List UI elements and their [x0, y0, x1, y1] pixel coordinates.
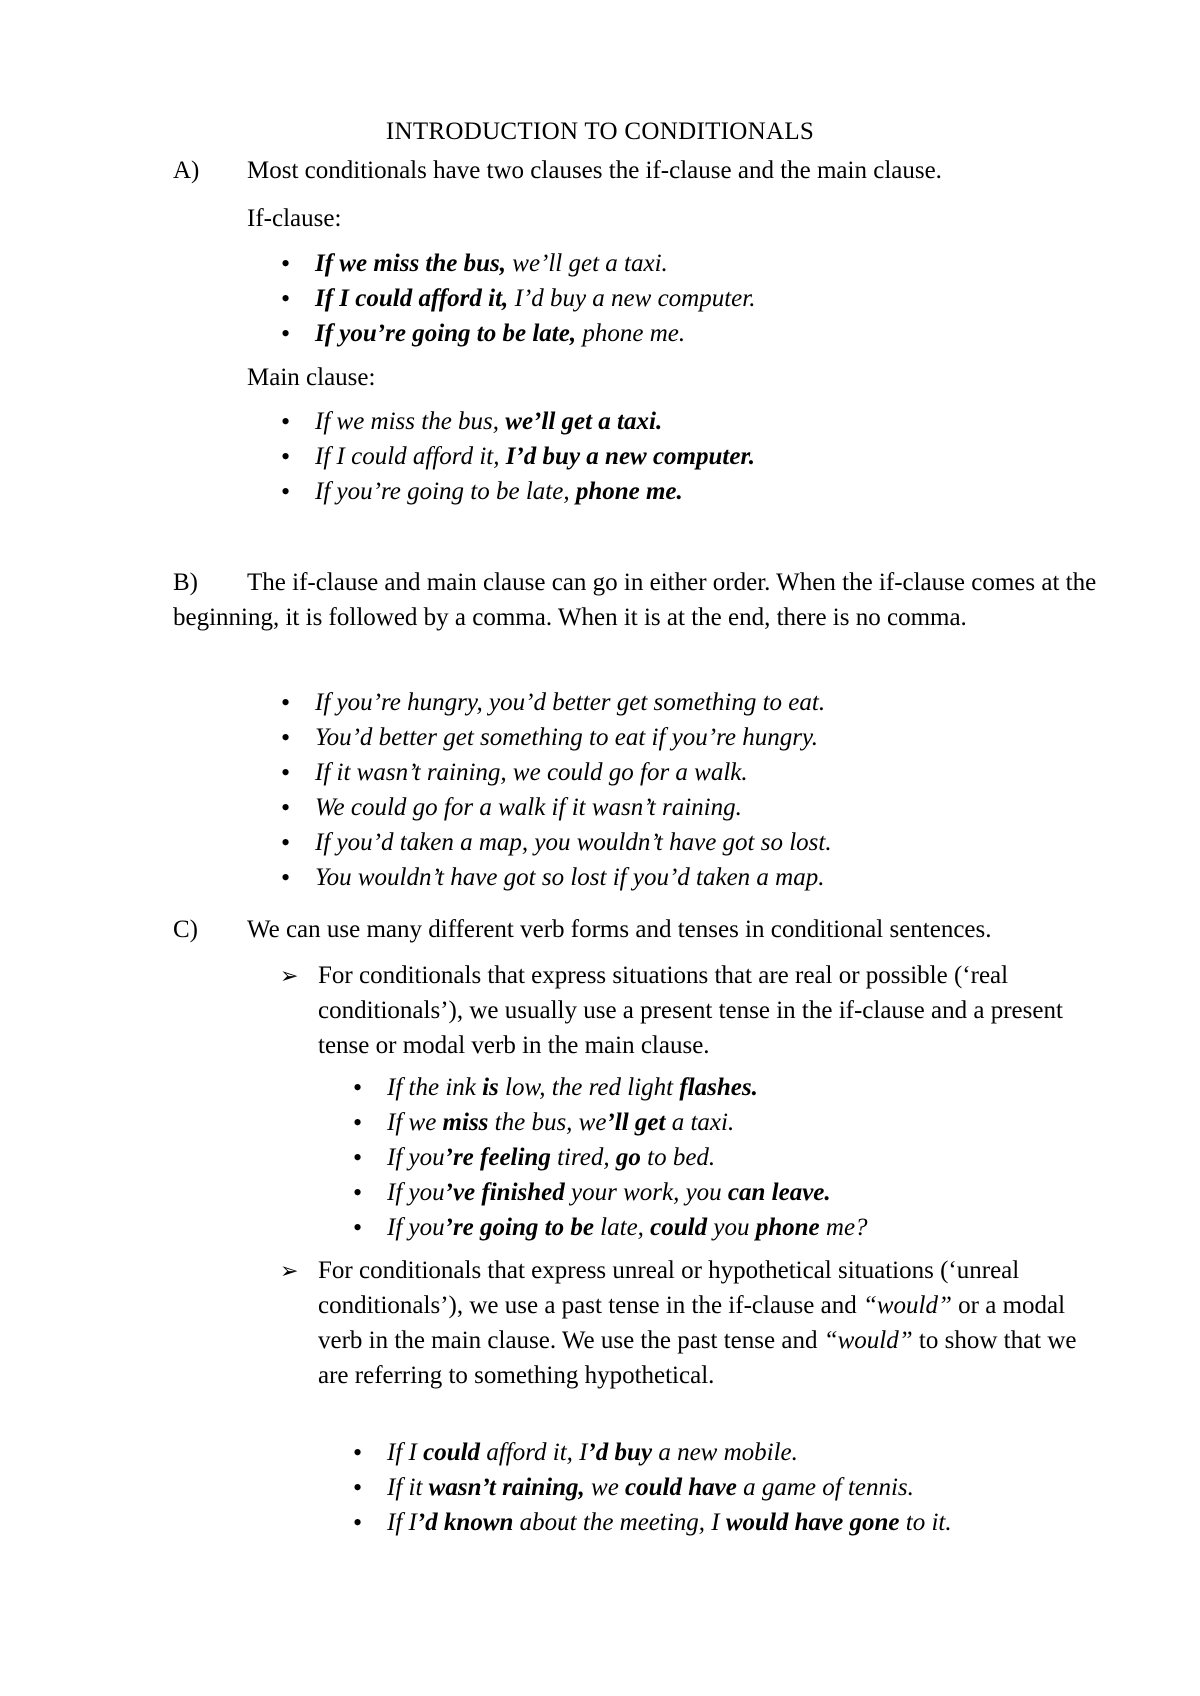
section-a-text: Most conditionals have two clauses the if-clause and the main clause. [247, 157, 942, 184]
unreal-conditionals-text: For conditionals that express unreal or hypothetical situations (‘unreal conditionals’), we use a past tense in the if-clause and “would” or a modal verb in the main clause. We use the past tense and “would” to show that we are referring to something hypothetical. [318, 1257, 1077, 1389]
main-clause-examples [278, 404, 755, 509]
list-item: • If we miss the bus, we’ll get a taxi. [278, 404, 755, 439]
main-clause-heading: Main clause: [247, 364, 376, 391]
real-conditionals-text: For conditionals that express situations that are real or possible (‘real conditionals’), we usually use a present tense in the if-clause and a present tense or modal verb in the main clause. [318, 962, 1063, 1059]
list-item: • If I could afford it, I’d buy a new computer. [278, 439, 755, 474]
section-c-label: C) [173, 916, 198, 943]
unreal-conditionals-item [280, 1253, 1100, 1393]
list-item: • If I’d known about the meeting, I would have gone to it. [350, 1505, 952, 1540]
unreal-conditional-examples [350, 1435, 952, 1540]
list-item: • If it wasn’t raining, we could go for a walk. [278, 755, 832, 790]
arrow-bullet-icon: ➢ [280, 963, 299, 988]
section-a-label: A) [173, 157, 200, 184]
page-title: INTRODUCTION TO CONDITIONALS [385, 118, 815, 145]
section-c-text: We can use many different verb forms and tenses in conditional sentences. [247, 916, 992, 943]
order-examples [278, 685, 832, 895]
list-item: • If you’re feeling tired, go to bed. [350, 1140, 868, 1175]
section-b-paragraph [173, 565, 1103, 635]
list-item: • If I could afford it, I’d buy a new computer. [278, 281, 755, 316]
list-item: • If we miss the bus, we’ll get a taxi. [350, 1105, 868, 1140]
list-item: • If I could afford it, I’d buy a new mobile. [350, 1435, 952, 1470]
list-item: • If you’re going to be late, phone me. [278, 474, 755, 509]
real-conditional-examples [350, 1070, 868, 1245]
if-clause-examples [278, 246, 755, 351]
list-item: • If you’d taken a map, you wouldn’t have got so lost. [278, 825, 832, 860]
list-item: • If we miss the bus, we’ll get a taxi. [278, 246, 755, 281]
list-item: • If you’re going to be late, phone me. [278, 316, 755, 351]
list-item: • You wouldn’t have got so lost if you’d taken a map. [278, 860, 832, 895]
arrow-bullet-icon: ➢ [280, 1258, 299, 1283]
list-item: • If it wasn’t raining, we could have a game of tennis. [350, 1470, 952, 1505]
list-item: • If you’re hungry, you’d better get something to eat. [278, 685, 832, 720]
list-item: • If you’re going to be late, could you phone me? [350, 1210, 868, 1245]
if-clause-heading: If-clause: [247, 205, 342, 232]
section-b-text: The if-clause and main clause can go in either order. When the if-clause comes at the beginning, it is followed by a comma. When it is at the end, there is no comma. [173, 569, 1097, 631]
list-item: • If you’ve finished your work, you can leave. [350, 1175, 868, 1210]
list-item: • You’d better get something to eat if you’re hungry. [278, 720, 832, 755]
list-item: • If the ink is low, the red light flashes. [350, 1070, 868, 1105]
list-item: • We could go for a walk if it wasn’t raining. [278, 790, 832, 825]
section-b-label: B) [173, 569, 198, 596]
real-conditionals-item [280, 958, 1100, 1063]
